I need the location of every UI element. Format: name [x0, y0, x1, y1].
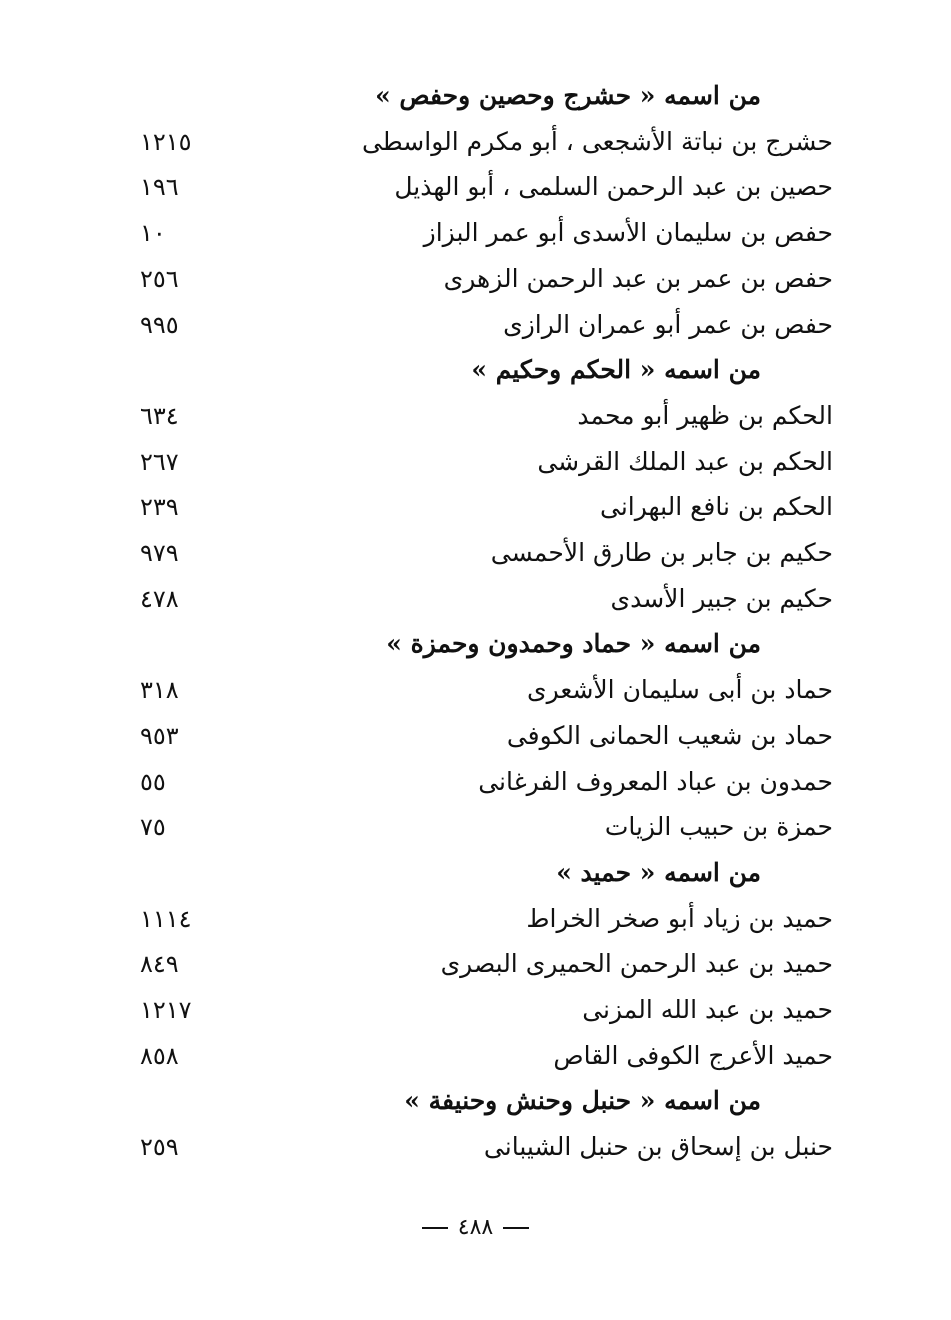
heading-text: من اسمه « حشرج وحصين وحفص »	[375, 81, 761, 110]
entry-name: حماد بن أبى سليمان الأشعرى	[527, 675, 833, 705]
entry-name: حشرج بن نباتة الأشجعى ، أبو مكرم الواسطى	[361, 126, 833, 156]
entry-page-number: ٢٥٩	[140, 1133, 179, 1162]
dash-left	[503, 1227, 529, 1229]
page-number: ٤٨٨	[457, 1215, 494, 1240]
index-entry	[0, 396, 951, 436]
entry-name: حميد بن عبد الرحمن الحميرى البصرى	[440, 949, 833, 979]
entry-name: حفص بن سليمان الأسدى أبو عمر البزاز	[423, 218, 833, 248]
entry-name: حمزة بن حبيب الزيات	[604, 812, 833, 842]
entry-page-number: ١٢١٧	[140, 996, 192, 1024]
entry-page-number: ٨٤٩	[140, 950, 179, 979]
section-heading	[0, 853, 951, 893]
entry-page-number: ٩٥٣	[140, 721, 179, 750]
index-entry	[0, 716, 951, 756]
entry-page-number: ٥٥	[140, 767, 166, 796]
entry-page-number: ١٢١٥	[140, 127, 192, 156]
entry-name: حميد بن زياد أبو صخر الخراط	[526, 903, 833, 933]
entry-name: حميد بن عبد الله المزنى	[582, 995, 833, 1024]
entry-name: الحكم بن عبد الملك القرشى	[537, 446, 833, 476]
heading-text: من اسمه « حميد »	[556, 857, 761, 887]
index-entry	[0, 990, 951, 1030]
index-entry	[0, 762, 951, 802]
index-entry	[0, 670, 951, 710]
index-entry	[0, 259, 951, 299]
section-heading	[0, 624, 951, 664]
entry-page-number: ٣١٨	[140, 676, 179, 705]
entry-name: حنبل بن إسحاق بن حنبل الشيبانى	[483, 1132, 833, 1162]
entry-page-number: ٧٥	[140, 813, 166, 842]
entry-name: حفص بن عمر أبو عمران الرازى	[503, 309, 833, 339]
index-entry	[0, 1127, 951, 1167]
index-entry	[0, 442, 951, 482]
index-entry	[0, 167, 951, 207]
index-entry	[0, 487, 951, 527]
page-number-footer	[0, 1212, 951, 1244]
entry-name: حفص بن عمر بن عبد الرحمن الزهرى	[443, 263, 833, 293]
heading-text: من اسمه « حنبل وحنش وحنيفة »	[404, 1086, 761, 1116]
entry-page-number: ٢٦٧	[140, 447, 179, 476]
entry-name: الحكم بن ظهير أبو محمد	[577, 400, 833, 430]
entry-page-number: ٢٥٦	[140, 264, 179, 293]
entry-name: حكيم بن جبير الأسدى	[610, 583, 833, 613]
index-entry	[0, 899, 951, 939]
entry-page-number: ٨٥٨	[140, 1041, 179, 1070]
section-heading	[0, 1081, 951, 1121]
entry-name: حمدون بن عباد المعروف الفرغانى	[478, 766, 833, 796]
index-entry	[0, 807, 951, 847]
entry-name: حميد الأعرج الكوفى القاص	[553, 1040, 833, 1070]
index-entry	[0, 213, 951, 253]
entry-page-number: ١١١٤	[140, 904, 192, 933]
entry-name: حكيم بن جابر بن طارق الأحمسى	[490, 538, 833, 567]
index-entry	[0, 305, 951, 345]
index-entry	[0, 944, 951, 984]
entry-page-number: ١٩٦	[140, 173, 179, 202]
entry-page-number: ٢٣٩	[140, 493, 179, 522]
entry-page-number: ٩٩٥	[140, 310, 179, 339]
index-entry	[0, 1036, 951, 1076]
entry-name: الحكم بن نافع البهرانى	[600, 492, 833, 522]
entry-page-number: ٦٣٤	[140, 401, 179, 430]
entry-page-number: ٤٧٨	[140, 584, 179, 613]
index-entry	[0, 533, 951, 573]
entry-name: حصين بن عبد الرحمن السلمى ، أبو الهذيل	[394, 172, 833, 202]
heading-text: من اسمه « حماد وحمدون وحمزة »	[386, 629, 761, 659]
entry-name: حماد بن شعيب الحمانى الكوفى	[506, 720, 833, 750]
heading-text: من اسمه « الحكم وحكيم »	[471, 355, 761, 385]
dash-right	[422, 1227, 448, 1229]
entry-page-number: ١٠	[140, 219, 166, 248]
section-heading	[0, 76, 951, 116]
index-entry	[0, 579, 951, 619]
entry-page-number: ٩٧٩	[140, 539, 179, 567]
section-heading	[0, 350, 951, 390]
index-entry	[0, 122, 951, 162]
